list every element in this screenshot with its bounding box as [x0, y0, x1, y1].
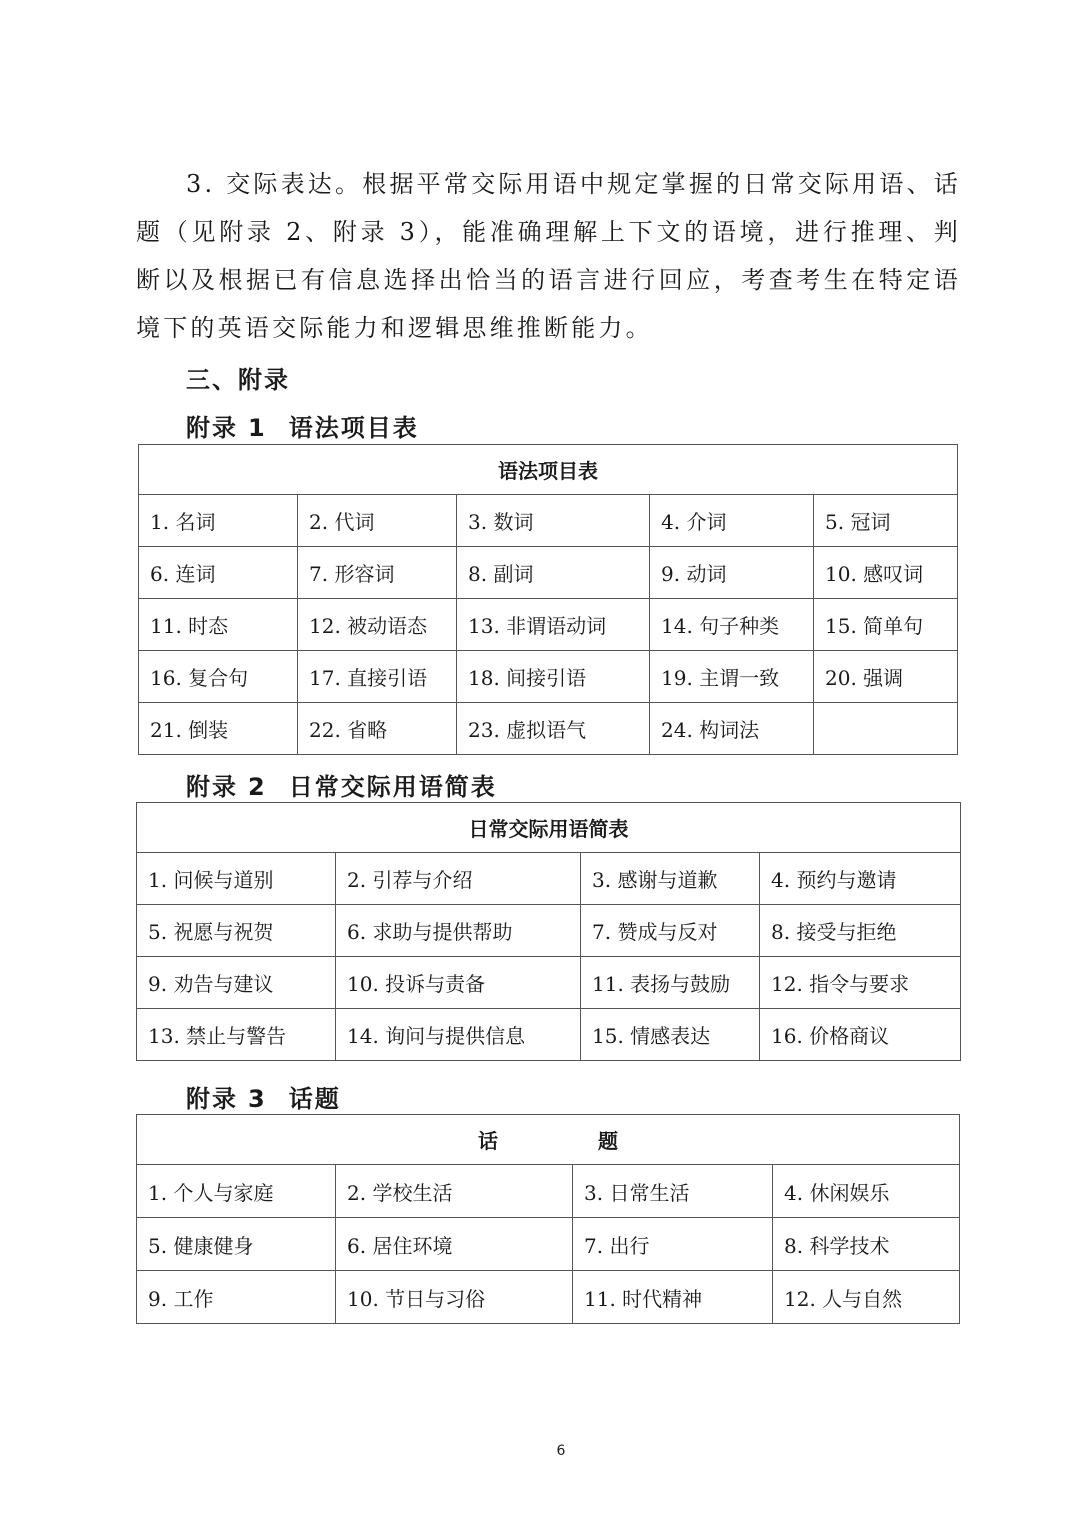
table-cell: 12. 指令与要求 [760, 957, 961, 1009]
table-cell: 5. 祝愿与祝贺 [137, 905, 336, 957]
table-row [139, 495, 958, 547]
table-cell: 21. 倒装 [139, 703, 298, 755]
table-cell: 11. 表扬与鼓励 [581, 957, 760, 1009]
appendix3-label: 附录 [186, 1085, 238, 1113]
table-cell: 23. 虚拟语气 [457, 703, 650, 755]
expressions-table-title: 日常交际用语简表 [137, 803, 961, 853]
table-cell: 1. 问候与道别 [137, 853, 336, 905]
table-cell: 15. 简单句 [814, 599, 958, 651]
appendix2-label: 附录 [186, 773, 238, 801]
table-cell: 3. 日常生活 [573, 1165, 773, 1218]
table-cell: 15. 情感表达 [581, 1009, 760, 1061]
table-cell: 12. 人与自然 [773, 1271, 960, 1324]
table-cell: 1. 名词 [139, 495, 298, 547]
table-cell: 9. 劝告与建议 [137, 957, 336, 1009]
table-cell: 4. 预约与邀请 [760, 853, 961, 905]
page-number: 6 [556, 1443, 566, 1459]
table-cell: 18. 间接引语 [457, 651, 650, 703]
table-row [137, 1218, 960, 1271]
table-cell: 3. 感谢与道歉 [581, 853, 760, 905]
table-row [139, 599, 958, 651]
appendix3-heading [186, 1079, 341, 1114]
table-cell: 7. 出行 [573, 1218, 773, 1271]
table-cell: 9. 动词 [650, 547, 814, 599]
table-cell: 10. 节日与习俗 [336, 1271, 573, 1324]
communication-paragraph: 3. 交际表达。根据平常交际用语中规定掌握的日常交际用语、话题（见附录 2、附录 3），能准确理解上下文的语境，进行推理、判断以及根据已有信息选择出恰当的语言进行回应，考查考生在特定语境下的英语交际能力和逻辑思维推断能力。 [136, 170, 961, 342]
appendix1-title: 语法项目表 [288, 414, 419, 442]
table-cell: 16. 价格商议 [760, 1009, 961, 1061]
table-cell: 7. 形容词 [298, 547, 457, 599]
table-cell: 4. 休闲娱乐 [773, 1165, 960, 1218]
table-row [139, 547, 958, 599]
table-cell: 20. 强调 [814, 651, 958, 703]
grammar-items-table [138, 444, 958, 755]
table-row [137, 1271, 960, 1324]
topics-table [136, 1114, 960, 1324]
table-cell: 5. 冠词 [814, 495, 958, 547]
table-cell [814, 703, 958, 755]
table-row [139, 651, 958, 703]
table-cell: 19. 主谓一致 [650, 651, 814, 703]
table-cell: 8. 接受与拒绝 [760, 905, 961, 957]
appendix3-title: 话题 [288, 1085, 341, 1113]
table-cell: 17. 直接引语 [298, 651, 457, 703]
table-cell: 10. 感叹词 [814, 547, 958, 599]
daily-expressions-table [136, 802, 961, 1061]
table-cell: 2. 代词 [298, 495, 457, 547]
table-row [137, 957, 961, 1009]
appendix1-number: 1 [248, 414, 267, 442]
appendix3-number: 3 [248, 1085, 267, 1113]
appendix2-heading [186, 767, 497, 802]
table-cell: 10. 投诉与责备 [336, 957, 581, 1009]
table-cell: 11. 时态 [139, 599, 298, 651]
table-cell: 13. 非谓语动词 [457, 599, 650, 651]
table-cell: 14. 句子种类 [650, 599, 814, 651]
table-row [139, 703, 958, 755]
grammar-table-title: 语法项目表 [139, 445, 958, 495]
appendix1-heading [186, 408, 419, 443]
table-row [137, 1009, 961, 1061]
table-cell: 14. 询问与提供信息 [336, 1009, 581, 1061]
table-cell: 8. 科学技术 [773, 1218, 960, 1271]
table-cell: 5. 健康健身 [137, 1218, 336, 1271]
table-cell: 3. 数词 [457, 495, 650, 547]
table-cell: 12. 被动语态 [298, 599, 457, 651]
table-row [137, 853, 961, 905]
table-cell: 4. 介词 [650, 495, 814, 547]
table-cell: 24. 构词法 [650, 703, 814, 755]
table-cell: 2. 引荐与介绍 [336, 853, 581, 905]
table-cell: 13. 禁止与警告 [137, 1009, 336, 1061]
appendix2-number: 2 [248, 773, 267, 801]
table-row [137, 905, 961, 957]
table-cell: 9. 工作 [137, 1271, 336, 1324]
topics-table-title: 话 题 [137, 1115, 960, 1165]
table-cell: 8. 副词 [457, 547, 650, 599]
table-cell: 6. 居住环境 [336, 1218, 573, 1271]
table-cell: 11. 时代精神 [573, 1271, 773, 1324]
section-heading: 三、附录 [186, 366, 290, 394]
table-cell: 16. 复合句 [139, 651, 298, 703]
appendix2-title: 日常交际用语简表 [288, 773, 497, 801]
table-cell: 1. 个人与家庭 [137, 1165, 336, 1218]
table-row [137, 1165, 960, 1218]
appendix1-label: 附录 [186, 414, 238, 442]
table-cell: 7. 赞成与反对 [581, 905, 760, 957]
table-cell: 22. 省略 [298, 703, 457, 755]
table-cell: 2. 学校生活 [336, 1165, 573, 1218]
table-cell: 6. 连词 [139, 547, 298, 599]
table-cell: 6. 求助与提供帮助 [336, 905, 581, 957]
